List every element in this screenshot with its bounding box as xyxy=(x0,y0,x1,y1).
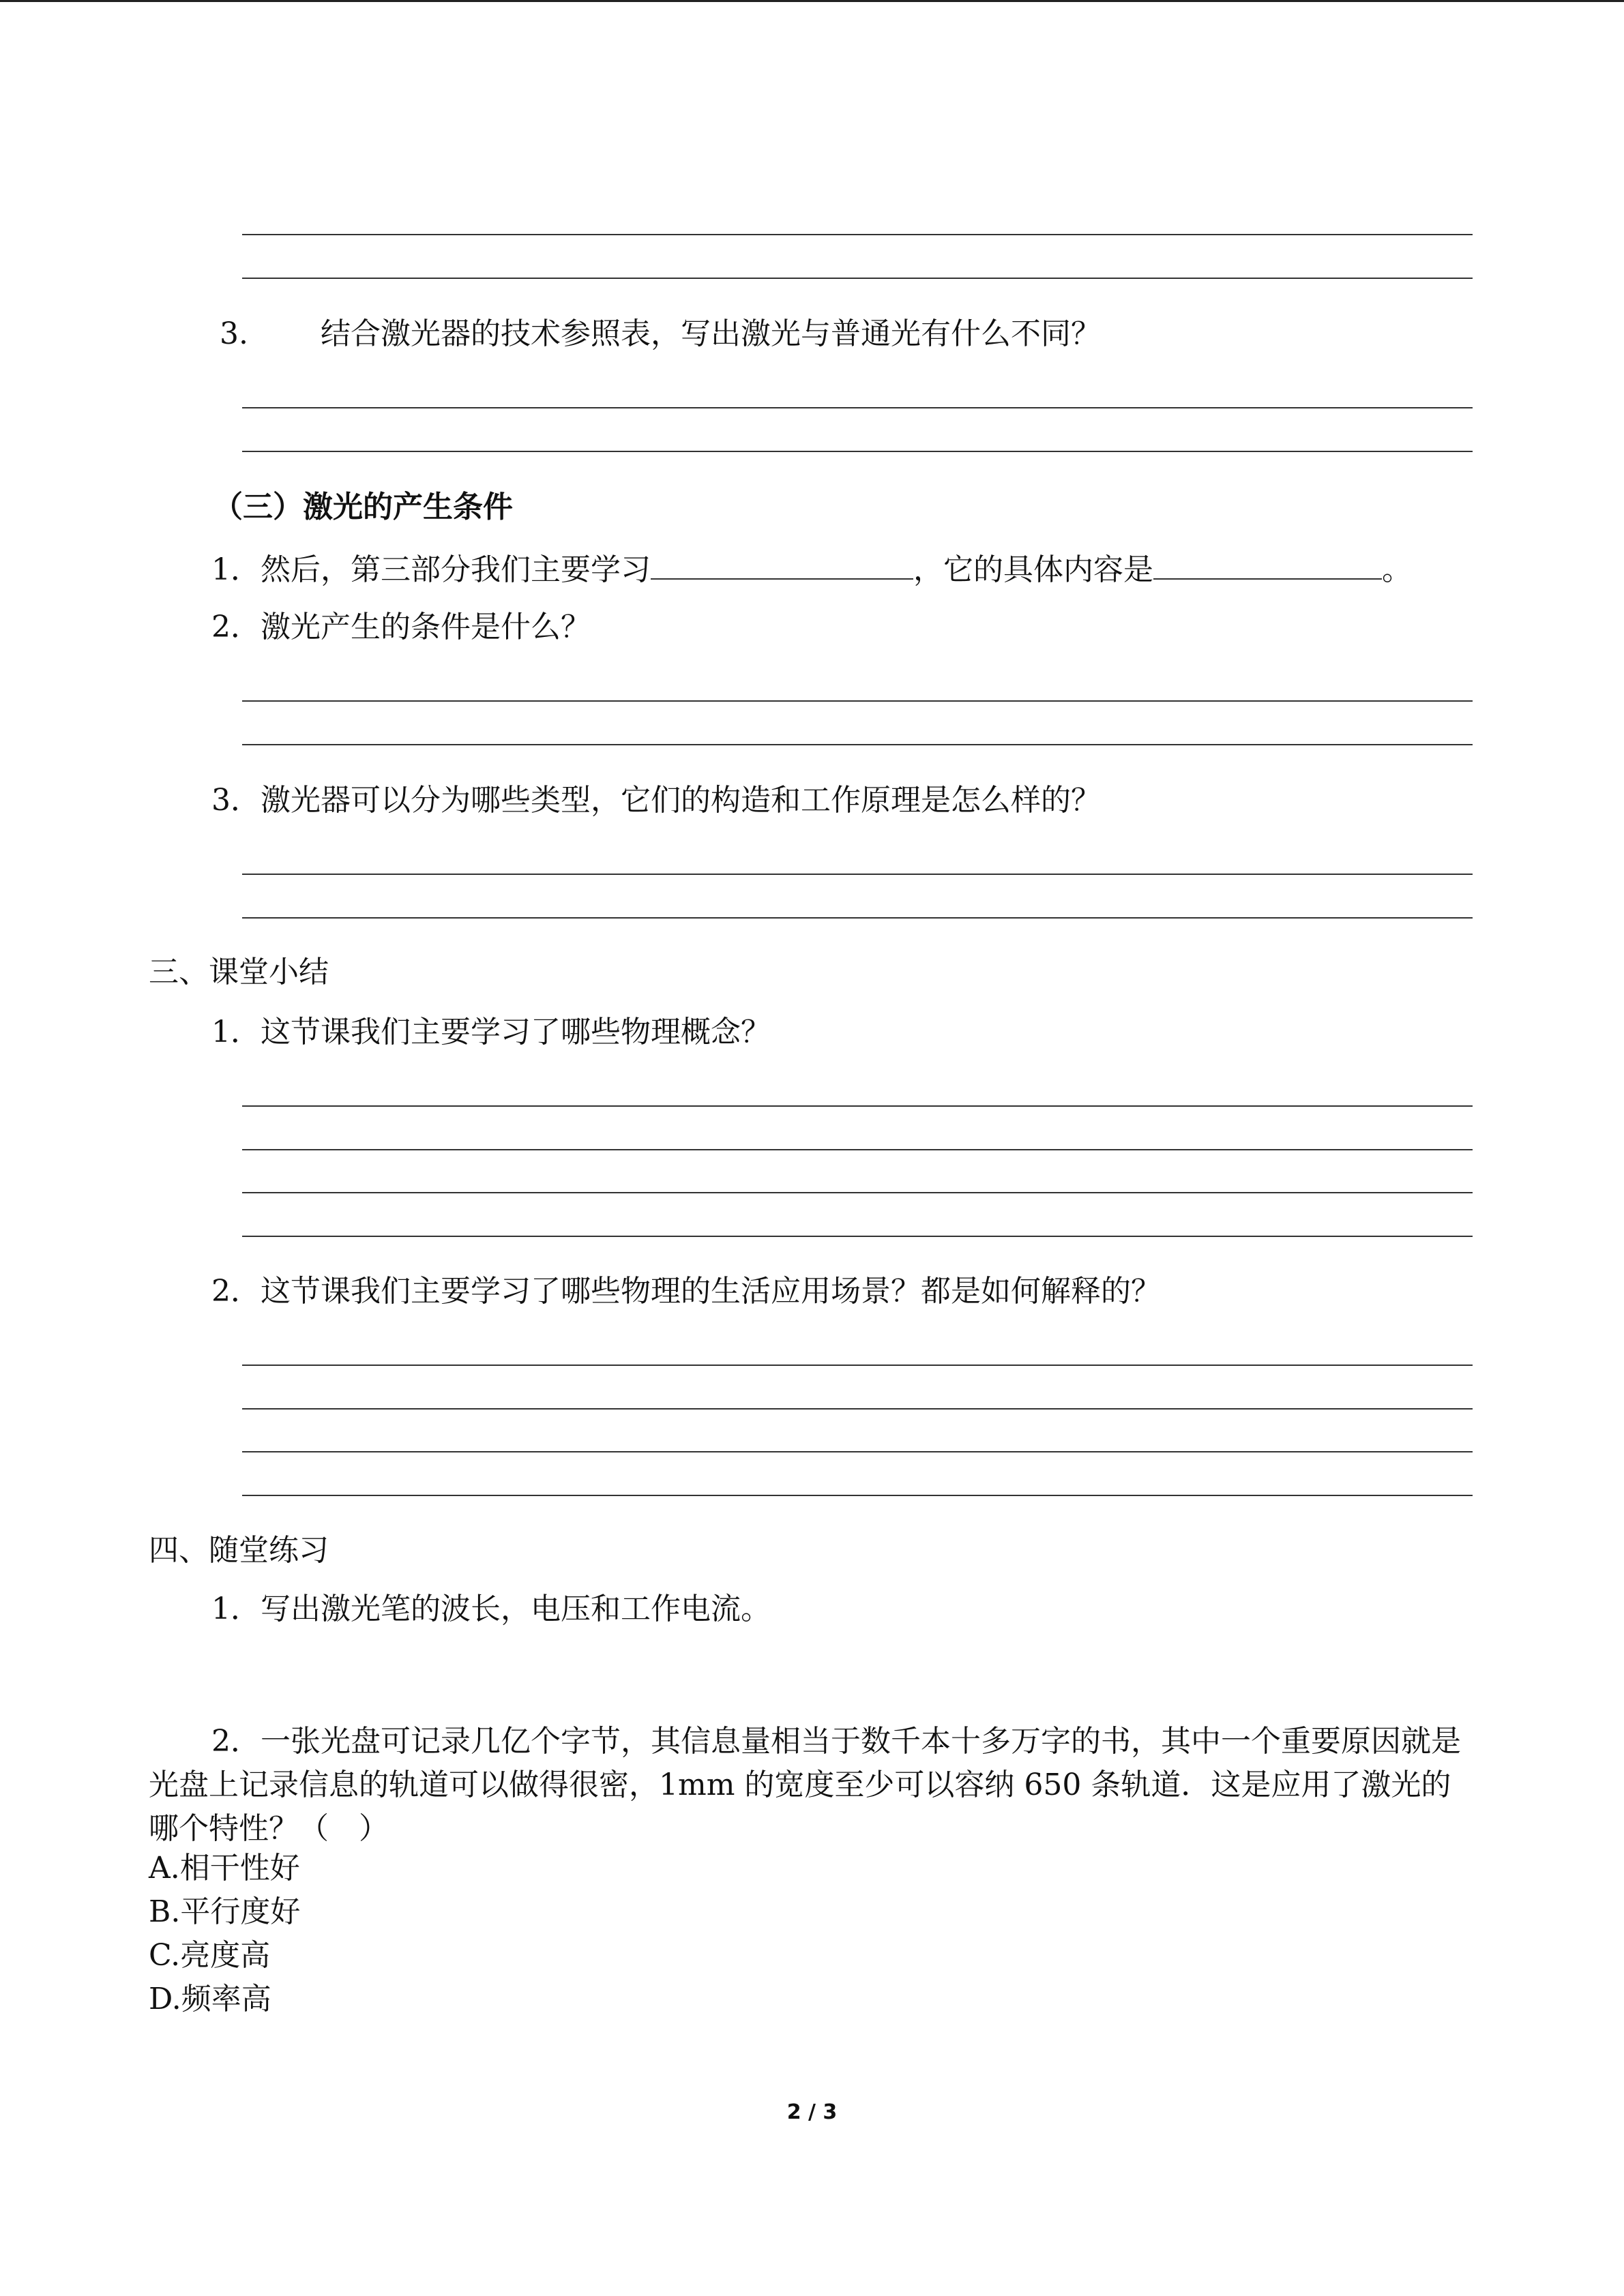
question-text: 结合激光器的技术参照表，写出激光与普通光有什么不同？ xyxy=(321,316,1101,351)
answer-line[interactable] xyxy=(242,700,1473,702)
answer-line[interactable] xyxy=(242,1149,1473,1150)
question xyxy=(211,780,1101,821)
answer-line[interactable] xyxy=(242,874,1473,875)
answer-line[interactable] xyxy=(242,1236,1473,1237)
question-text: 这节课我们主要学习了哪些物理的生活应用场景？都是如何解释的？ xyxy=(261,1274,1161,1309)
answer-line[interactable] xyxy=(242,744,1473,745)
page-number: 2 / 3 xyxy=(786,2100,838,2124)
answer-line[interactable] xyxy=(242,451,1473,452)
answer-line[interactable] xyxy=(242,1495,1473,1496)
blank-input[interactable] xyxy=(651,547,913,580)
answer-line[interactable] xyxy=(242,234,1473,235)
question-text: 激光器可以分为哪些类型，它们的构造和工作原理是怎么样的？ xyxy=(261,783,1101,818)
question-number: 1． xyxy=(211,1592,261,1626)
blank-input[interactable] xyxy=(1153,547,1382,580)
section-heading: 三、课堂小结 xyxy=(149,955,329,989)
section-heading: （三）激光的产生条件 xyxy=(213,490,513,524)
answer-line[interactable] xyxy=(242,1105,1473,1107)
answer-line[interactable] xyxy=(242,1408,1473,1410)
choice-option-b[interactable]: B.平行度好 xyxy=(149,1894,301,1929)
question-number: 1． xyxy=(211,552,261,587)
answer-line[interactable] xyxy=(242,278,1473,279)
question xyxy=(211,1589,771,1630)
question-text: ，它的具体内容是 xyxy=(913,552,1153,587)
question-text: 这节课我们主要学习了哪些物理概念？ xyxy=(261,1015,771,1049)
page-top-border xyxy=(0,0,1624,2)
answer-line[interactable] xyxy=(242,407,1473,408)
section-heading: 四、随堂练习 xyxy=(149,1533,329,1568)
multiple-choice-stem: 2．一张光盘可记录几亿个字节，其信息量相当于数千本十多万字的书，其中一个重要原因就是光盘上记录信息的轨道可以做得很密，1mm 的宽度至少可以容纳 650 条轨道．这是应用了激光的哪个特性？（ ） xyxy=(149,1724,1461,1846)
question xyxy=(211,1271,1161,1312)
question-number: 2． xyxy=(211,1274,261,1309)
question-number: 2． xyxy=(211,610,261,644)
question-number: 1． xyxy=(211,1015,261,1049)
question-text: 然后，第三部分我们主要学习 xyxy=(261,552,651,587)
choice-option-c[interactable]: C.亮度高 xyxy=(149,1938,271,1973)
answer-line[interactable] xyxy=(242,1365,1473,1366)
choice-option-a[interactable]: A.相干性好 xyxy=(149,1851,300,1885)
question-number: 3. xyxy=(220,316,248,351)
answer-line[interactable] xyxy=(242,1451,1473,1452)
question-text: 激光产生的条件是什么？ xyxy=(261,610,591,644)
question xyxy=(211,607,591,648)
answer-line[interactable] xyxy=(242,1192,1473,1193)
question-text: 。 xyxy=(1382,552,1412,587)
question xyxy=(211,1012,771,1053)
question-text: 写出激光笔的波长，电压和工作电流。 xyxy=(261,1592,771,1626)
fill-blank-question xyxy=(211,547,1412,591)
answer-line[interactable] xyxy=(242,917,1473,919)
question-number: 3． xyxy=(211,783,261,818)
choice-option-d[interactable]: D.频率高 xyxy=(149,1982,271,2016)
